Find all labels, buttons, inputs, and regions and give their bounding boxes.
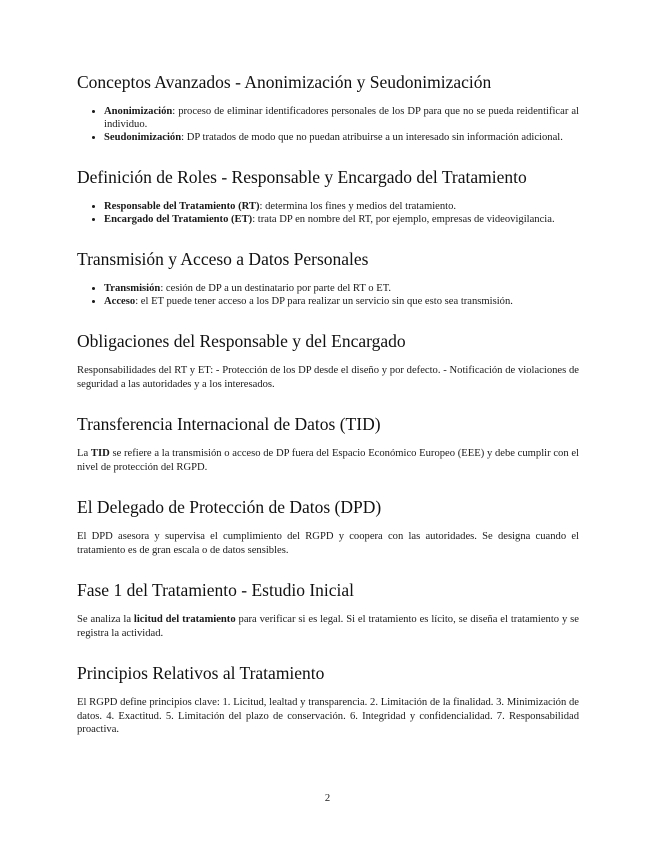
definition: : DP tratados de modo que no puedan atribuirse a un interesado sin información adicional. bbox=[181, 132, 563, 143]
text-run: se refiere a la transmisión o acceso de DP fuera del Espacio Económico Europeo (EEE) y debe cumplir con el nivel de protección del RGPD. bbox=[77, 448, 579, 473]
section-paragraph: Responsabilidades del RT y ET: - Protección de los DP desde el diseño y por defecto. - Notificación de violaciones de seguridad a las autoridades y a los interesados. bbox=[77, 365, 579, 390]
section-heading: Transmisión y Acceso a Datos Personales bbox=[77, 249, 369, 269]
list-item bbox=[104, 282, 579, 295]
term: TID bbox=[90, 448, 110, 459]
section-roles bbox=[77, 166, 579, 226]
bullet-list bbox=[77, 200, 579, 226]
section-heading: Conceptos Avanzados - Anonimización y Seudonimización bbox=[77, 72, 492, 92]
list-item bbox=[104, 131, 579, 144]
term: Acceso bbox=[104, 296, 136, 307]
text-run: Se analiza la bbox=[77, 614, 134, 625]
definition: : determina los fines y medios del tratamiento. bbox=[259, 201, 457, 212]
section-dpd bbox=[77, 496, 579, 557]
bullet-list bbox=[77, 282, 579, 308]
term: Responsable del Tratamiento (RT) bbox=[104, 201, 260, 212]
page-content bbox=[77, 71, 579, 759]
section-heading: Definición de Roles - Responsable y Encargado del Tratamiento bbox=[77, 167, 527, 187]
list-item bbox=[104, 295, 579, 308]
definition: : proceso de eliminar identificadores personales de los DP para que no se pueda reidentificar al individuo. bbox=[104, 106, 579, 130]
section-heading: Principios Relativos al Tratamiento bbox=[77, 663, 325, 683]
section-heading: Obligaciones del Responsable y del Encargado bbox=[77, 331, 406, 351]
term: Anonimización bbox=[104, 106, 173, 117]
section-principios bbox=[77, 662, 579, 737]
section-paragraph bbox=[77, 613, 579, 640]
text-run: La bbox=[77, 448, 91, 459]
list-item bbox=[104, 200, 579, 213]
section-tid bbox=[77, 413, 579, 474]
section-obligaciones bbox=[77, 330, 579, 391]
definition: : trata DP en nombre del RT, por ejemplo, empresas de videovigilancia. bbox=[252, 214, 555, 225]
section-paragraph: El DPD asesora y supervisa el cumplimiento del RGPD y coopera con las autoridades. Se designa cuando el tratamiento es de gran escala o de datos sensibles. bbox=[77, 531, 579, 556]
section-fase1 bbox=[77, 579, 579, 640]
term: Seudonimización bbox=[104, 132, 182, 143]
list-item bbox=[104, 105, 579, 131]
text-run: para verificar si es legal. Si el tratamiento es lícito, se diseña el tratamiento y se registra la actividad. bbox=[77, 614, 579, 639]
list-item bbox=[104, 213, 579, 226]
term: Encargado del Tratamiento (ET) bbox=[104, 214, 253, 225]
section-heading: Fase 1 del Tratamiento - Estudio Inicial bbox=[77, 580, 355, 600]
section-heading: Transferencia Internacional de Datos (TID) bbox=[77, 414, 381, 434]
definition: : cesión de DP a un destinatario por parte del RT o ET. bbox=[160, 283, 392, 294]
section-paragraph bbox=[77, 447, 579, 474]
section-heading: El Delegado de Protección de Datos (DPD) bbox=[77, 497, 382, 517]
section-anonimizacion bbox=[77, 71, 579, 144]
bullet-list bbox=[77, 105, 579, 144]
page-number: 2 bbox=[324, 793, 331, 804]
section-transmision bbox=[77, 248, 579, 308]
section-paragraph: El RGPD define principios clave: 1. Licitud, lealtad y transparencia. 2. Limitación de la finalidad. 3. Minimización de datos. 4. Exactitud. 5. Limitación del plazo de conservación. 6. Integridad y confidencialidad. 7. Responsabilidad proactiva. bbox=[77, 697, 579, 735]
term: Transmisión bbox=[104, 283, 161, 294]
definition: : el ET puede tener acceso a los DP para realizar un servicio sin que esto sea transmisión. bbox=[135, 296, 513, 307]
term: licitud del tratamiento bbox=[133, 614, 236, 625]
